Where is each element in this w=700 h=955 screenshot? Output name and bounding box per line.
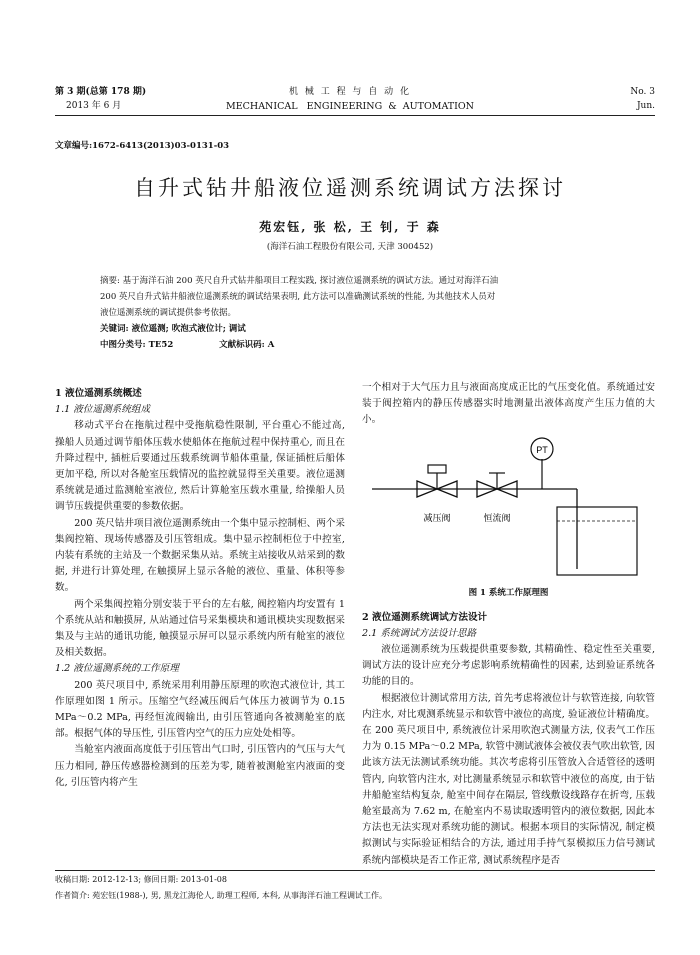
author-info: 作者简介: 苑宏钰(1988-), 男, 黑龙江海伦人, 助理工程师, 本科, 从事海洋石油工程调试工作。 [55, 891, 387, 900]
journal-title-en: MECHANICAL ENGINEERING & AUTOMATION [225, 101, 474, 112]
pt-label: PT [536, 444, 548, 455]
paragraph: 200 英尺钻井项目液位遥测系统由一个集中显示控制柜、两个采集阀控箱、现场传感器及引压管组成。集中显示控制柜位于中控室, 内装有系统的主站及一个数据采集从站。系统主站接收从站采到的数据, 并进行计算处理, 在触摸屏上显示各舱的液位、重量、体积等参数。 [55, 517, 345, 594]
right-column-body [362, 610, 655, 869]
subsection-heading: 1.1 液位遥测系统组成 [55, 404, 151, 416]
right-column [362, 380, 655, 869]
authors: 苑宏钰, 张 松, 王 钊, 于 森 [259, 220, 441, 234]
article-number: 文章编号:1672-6413(2013)03-0131-03 [55, 141, 230, 151]
label-flow-valve: 恒流阀 [483, 513, 511, 524]
issue-number: 第 3 期(总第 178 期) [55, 87, 147, 97]
right-continuation: 一个相对于大气压力且与液面高度成正比的气压变化值。系统通过安装于阀控箱内的静压传感器实时地测量出液体高度产生压力值的大小。 [362, 382, 655, 426]
affiliation: (海洋石油工程股份有限公司, 天津 300452) [266, 242, 434, 252]
figure-caption: 图 1 系统工作原理图 [468, 587, 549, 598]
figure-1 [362, 429, 655, 604]
subsection-heading: 1.2 液位遥测系统的工作原理 [55, 663, 179, 675]
abstract [100, 273, 600, 353]
section-heading: 1 液位遥测系统概述 [55, 388, 142, 399]
subsection-heading: 2.1 系统调试方法设计思路 [362, 627, 477, 639]
journal-title-cn: 机 械 工 程 与 自 动 化 [288, 87, 412, 97]
abstract-line-3: 液位遥测系统的调试提供参考依据。 [100, 308, 237, 318]
paragraph: 两个采集阀控箱分别安装于平台的左右舷, 阀控箱内均安置有 1 个系统从站和触摸屏, 从站通过信号采集模块和通讯模块实现数据采集及与主站的通讯功能, 触摸显示屏可以显示系统内所有舱室的液位及相关数据。 [55, 598, 345, 659]
tank-outline [557, 507, 637, 575]
page-title: 自升式钻井船液位遥测系统调试方法探讨 [134, 176, 566, 200]
document-code: 文献标识码: A [219, 340, 275, 350]
left-column [55, 380, 345, 791]
pressure-reducing-valve-symbol [417, 465, 457, 497]
constant-flow-valve-symbol [477, 473, 517, 497]
received-date: 收稿日期: 2012-12-13; 修回日期: 2013-01-08 [55, 875, 227, 884]
clc-number: 中图分类号: TE52 [100, 340, 174, 350]
journal-month: Jun. [636, 101, 655, 111]
paragraph: 根据液位计测试常用方法, 首先考虑将液位计与软管连接, 向软管内注水, 对比观测系统显示和软管中液位的高度, 验证液位计精确度。在 200 英尺项目中, 系统液位计采用吹泡式测量方法, 仪表气工作压力为 0.15 MPa～0.2 MPa, 软管中测试液体会被仪表气吹出软管, 因此该方法无法测试系统功能。其次考虑将引压管放入合适管径的透明管内, 向软管内注水, 对比测量系统显示和软管中液位的高度, 由于钻井船舱室结构复杂, 舱室中间存在隔层, 管线敷设线路存在折弯, 压载舱室最高为 7.62 m, 在舱室内不易读取透明管内的液位数据, 因此本方法也无法实现对系统功能的测试。根据本项目的实际情况, 制定模拟测试与实际验证相结合的方法, 通过用手持气泵模拟压力信号测试系统内部模块是否工作正常, 测试系统程序是否 [362, 692, 655, 866]
issue-date: 2013 年 6 月 [66, 101, 122, 111]
journal-no: No. 3 [630, 87, 655, 97]
paragraph: 液位遥测系统为压载提供重要参数, 其精确性、稳定性至关重要, 调试方法的设计应充分考虑影响系统精确性的因素, 达到验证系统各功能的目的。 [362, 644, 655, 688]
footnotes [55, 872, 655, 904]
header-rule [55, 115, 655, 116]
footer-rule [55, 870, 655, 871]
paragraph: 当舱室内液面高度低于引压管出气口时, 引压管内的气压与大气压力相同, 静压传感器检测到的压差为零, 随着被测舱室内液面的变化, 引压管内将产生 [55, 744, 345, 788]
keywords: 关键词: 液位遥测; 吹泡式液位计; 调试 [100, 324, 246, 334]
abstract-line-1: 摘要: 基于海洋石油 200 英尺自升式钻井船项目工程实践, 探讨液位遥测系统的调试方法。通过对海洋石油 [100, 276, 499, 286]
label-reducing-valve: 减压阀 [423, 513, 451, 524]
abstract-line-2: 200 英尺自升式钻井船液位遥测系统的调试结果表明, 此方法可以准确测试系统的性能, 为其他技术人员对 [100, 292, 496, 302]
section-heading: 2 液位遥测系统调试方法设计 [362, 611, 488, 623]
figure-diagram [362, 429, 655, 579]
paragraph: 移动式平台在拖航过程中受拖航稳性限制, 平台重心不能过高, 操船人员通过调节船体压载水使船体在拖航过程中保持重心, 而且在升降过程中, 插桩后要通过压载系统调节船体重量, 保证插桩后船体更加平稳, 所以对各舱室压载情况的监控就显得至关重要。液位遥测系统就是通过监测舱室液位, 然后计算舱室压载水重量, 给操船人员调节压载提供重要的参数依据。 [55, 420, 345, 513]
paragraph: 200 英尺项目中, 系统采用利用静压原理的吹泡式液位计, 其工作原理如图 1 所示。压缩空气经减压阀后气体压力被调节为 0.15 MPa～0.2 MPa, 再经恒流阀输出, 由引压管通向各被测舱室的底部。根据气体的导压性, 引压管内空气的压力应处处相等。 [55, 679, 345, 740]
